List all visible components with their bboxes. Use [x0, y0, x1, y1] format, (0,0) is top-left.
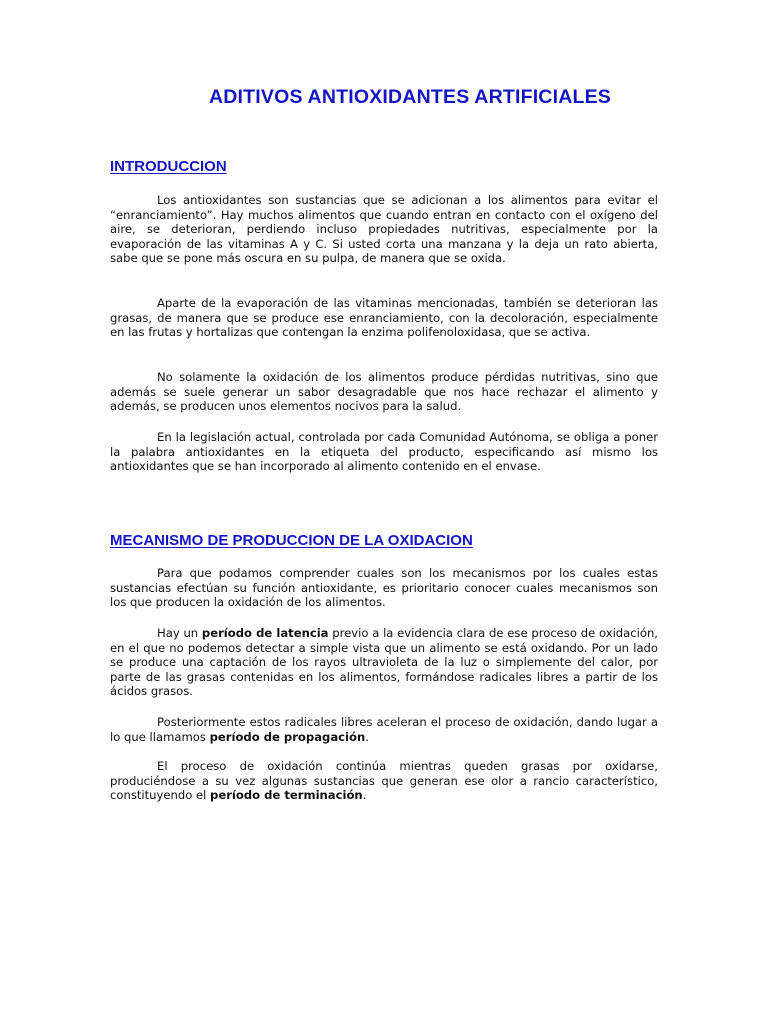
paragraph: Los antioxidantes son sustancias que se adicionan a los alimentos para evitar el “enranciamiento”. Hay muchos alimentos que cuando entran en contacto con el oxígeno del aire, se deterioran, perdiendo incluso propiedades nutritivas, especialmente por la evaporación de las vitaminas A y C. Si usted corta una manzana y la deja un rato abierta, sabe que se pone más oscura en su pulpa, de manera que se oxida. [110, 193, 658, 266]
paragraph-text: previo a la evidencia clara de ese proceso de oxidación, en el que no podemos detectar a simple vista que un alimento se está oxidando. Por un lado se produce una captación de los rayos ultravioleta de la luz o simplemente del calor, por parte de las grasas contenidas en los alimentos, formándose radicales libres a partir de los ácidos grasos. [110, 626, 658, 699]
paragraph [110, 759, 658, 803]
paragraph: No solamente la oxidación de los alimentos produce pérdidas nutritivas, sino que además se suele generar un sabor desagradable que nos hace rechazar el alimento y además, se producen unos elementos nocivos para la salud. [110, 370, 658, 414]
document-title: ADITIVOS ANTIOXIDANTES ARTIFICIALES [208, 86, 612, 108]
paragraph: Aparte de la evaporación de las vitaminas mencionadas, también se deterioran las grasas, de manera que se produce ese enranciamiento, con la decoloración, especialmente en las frutas y hortalizas que contengan la enzima polifenoloxidasa, que se activa. [110, 296, 658, 340]
term-periodo-latencia: período de latencia [201, 626, 329, 640]
paragraph [110, 626, 658, 699]
paragraph-text: El proceso de oxidación continúa mientras queden grasas por oxidarse, produciéndose a su vez algunas sustancias que generan ese olor a rancio característico, constituyendo el [110, 759, 658, 803]
paragraph-text: Hay un [157, 626, 202, 640]
paragraph-text: . [362, 788, 367, 803]
paragraph-text: . [365, 729, 369, 744]
section-heading-mecanismo: MECANISMO DE PRODUCCION DE LA OXIDACION [110, 532, 473, 549]
term-periodo-terminacion: período de terminación [210, 788, 363, 803]
section-heading-introduccion: INTRODUCCION [110, 158, 227, 175]
paragraph: Para que podamos comprender cuales son los mecanismos por los cuales estas sustancias efectúan su función antioxidante, es prioritario conocer cuales mecanismos son los que producen la oxidación de los alimentos. [110, 566, 658, 610]
paragraph-text: Posteriormente estos radicales libres aceleran el proceso de oxidación, dando lugar a lo que llamamos [110, 715, 658, 744]
paragraph: En la legislación actual, controlada por cada Comunidad Autónoma, se obliga a poner la palabra antioxidantes en la etiqueta del producto, especificando así mismo los antioxidantes que se han incorporado al alimento contenido en el envase. [110, 430, 658, 474]
term-periodo-propagacion: período de propagación [209, 729, 366, 744]
paragraph [110, 715, 658, 744]
